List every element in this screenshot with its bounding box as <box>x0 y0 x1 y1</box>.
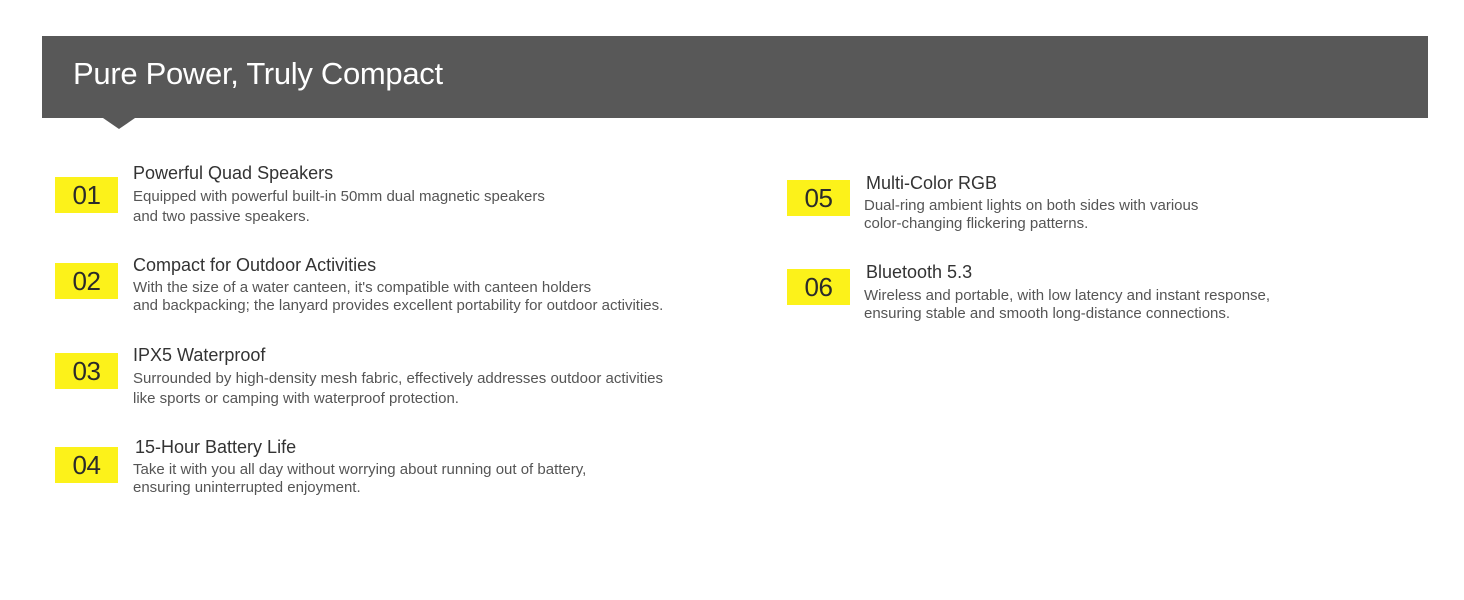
feature-description <box>864 197 1198 233</box>
feature-number-badge: 02 <box>55 263 118 299</box>
feature-title: Multi-Color RGB <box>866 173 998 193</box>
feature-description <box>133 279 663 315</box>
banner-pointer <box>103 118 135 129</box>
feature-title: IPX5 Waterproof <box>133 345 266 365</box>
feature-title: Powerful Quad Speakers <box>133 163 334 183</box>
feature-number-badge: 04 <box>55 447 118 483</box>
page-title: Pure Power, Truly Compact <box>73 56 443 91</box>
feature-number-badge: 06 <box>787 269 850 305</box>
feature-description <box>133 369 663 409</box>
feature-description-line: color-changing flickering patterns. <box>864 215 1089 232</box>
feature-description-line: Surrounded by high-density mesh fabric, effectively addresses outdoor activities <box>133 370 664 387</box>
feature-description <box>133 187 545 227</box>
feature-description-line: like sports or camping with waterproof protection. <box>133 390 459 407</box>
header-banner <box>42 36 1428 118</box>
feature-description-line: Wireless and portable, with low latency and instant response, <box>864 287 1271 304</box>
feature-description-line: With the size of a water canteen, it's compatible with canteen holders <box>133 279 592 296</box>
feature-number-badge: 01 <box>55 177 118 213</box>
feature-number-badge: 05 <box>787 180 850 216</box>
feature-description-line: and two passive speakers. <box>133 208 310 225</box>
feature-description-line: and backpacking; the lanyard provides excellent portability for outdoor activities. <box>133 297 664 314</box>
feature-description-line: Equipped with powerful built-in 50mm dual magnetic speakers <box>133 188 545 205</box>
feature-description-line: ensuring uninterrupted enjoyment. <box>133 479 361 496</box>
feature-description <box>864 287 1270 323</box>
feature-description <box>133 461 586 497</box>
feature-title: 15-Hour Battery Life <box>135 437 297 457</box>
feature-title: Bluetooth 5.3 <box>866 262 973 282</box>
feature-description-line: Dual-ring ambient lights on both sides with various <box>864 197 1199 214</box>
feature-description-line: Take it with you all day without worrying about running out of battery, <box>133 461 587 478</box>
feature-number-badge: 03 <box>55 353 118 389</box>
feature-title: Compact for Outdoor Activities <box>133 255 377 275</box>
feature-description-line: ensuring stable and smooth long-distance connections. <box>864 305 1231 322</box>
